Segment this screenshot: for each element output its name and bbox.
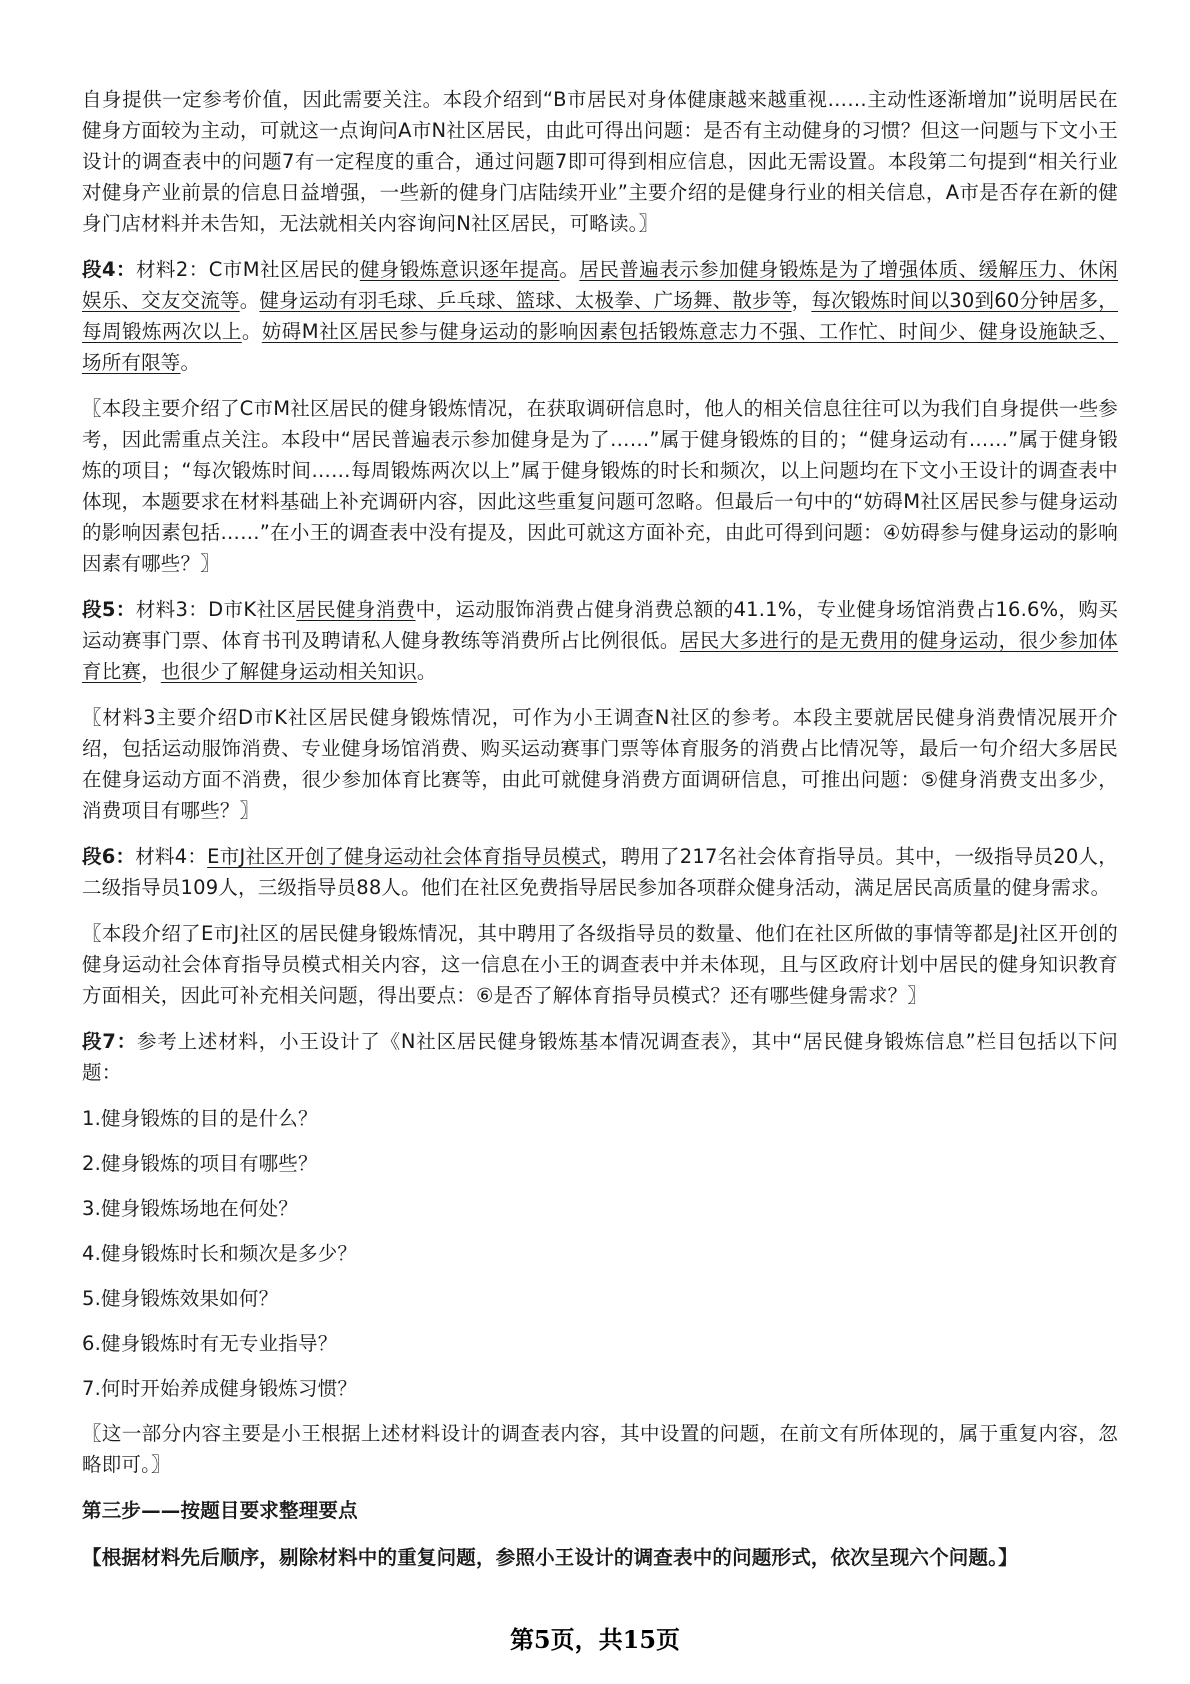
underlined-key-phrase: 每次锻炼时间以30到60分钟居多，每周锻炼两次以上: [82, 289, 1119, 343]
paragraph-section-7: [82, 1026, 1118, 1088]
section-label: 段4：: [82, 258, 136, 281]
underlined-key-phrase: E市J社区开创了健身运动社会体育指导员模式: [207, 845, 601, 868]
underlined-key-phrase: 也很少了解健身运动相关知识: [160, 660, 417, 683]
paragraph-analysis-section-7: 〖这一部分内容主要是小王根据上述材料设计的调查表内容，其中设置的问题，在前文有所体现的，属于重复内容，忽略即可。〗: [82, 1422, 1118, 1476]
list-item: 2.健身锻炼的项目有哪些？: [82, 1152, 318, 1175]
text-run: 参考上述材料，小王设计了《N社区居民健身锻炼基本情况调查表》，其中“居民健身锻炼信息”栏目包括以下问题：: [82, 1030, 1119, 1084]
list-item: 5.健身锻炼效果如何？: [82, 1287, 279, 1310]
text-run: 材料4：: [135, 845, 208, 868]
text-run: ，: [141, 660, 161, 683]
text-run: ，聘用了217名社会体育指导员。其中，一级指导员20人，二级指导员109人，三级指导员88人。他们在社区免费指导居民参加各项群众健身活动，满足居民高质量的健身需求。: [82, 845, 1118, 899]
underlined-key-phrase: 居民健身消费: [296, 598, 416, 621]
underlined-key-phrase: 居民普遍表示参加健身锻炼是为了增强体质、缓解压力、休闲娱乐、交友交流等: [82, 258, 1119, 312]
underlined-key-phrase: 妨碍M社区居民参与健身运动的影响因素包括锻炼意志力不强、工作忙、时间少、健身设施缺乏、场所有限等: [82, 320, 1118, 374]
paragraph-analysis-section-6: 〖本段介绍了E市J社区的居民健身锻炼情况，其中聘用了各级指导员的数量、他们在社区所做的事情等都是J社区开创的健身运动社会体育指导员模式相关内容，这一信息在小王的调查表中并未体现，且与区政府计划中居民的健身知识教育方面相关，因此可补充相关问题，得出要点：⑥是否了解体育指导员模式？还有哪些健身需求？〗: [82, 922, 1118, 1007]
underlined-key-phrase: 健身运动有羽毛球、乒乓球、篮球、太极拳、广场舞、散步等: [259, 289, 792, 312]
paragraph-section-4: [82, 254, 1118, 378]
step-3-heading: 第三步——按题目要求整理要点: [82, 1499, 358, 1522]
list-item: 1.健身锻炼的目的是什么？: [82, 1107, 318, 1130]
underlined-key-phrase: 居民大多进行的是无费用的健身运动，很少参加体育比赛: [82, 629, 1118, 683]
document-body: [82, 84, 1118, 1573]
text-run: 。: [239, 289, 260, 312]
list-item: 7.何时开始养成健身锻炼习惯？: [82, 1377, 358, 1400]
list-item: 4.健身锻炼时长和频次是多少？: [82, 1242, 358, 1265]
paragraph-analysis-section-5: 〖材料3主要介绍D市K社区居民健身锻炼情况，可作为小王调查N社区的参考。本段主要就居民健身消费情况展开介绍，包括运动服饰消费、专业健身场馆消费、购买运动赛事门票等体育服务的消费占比情况等，最后一句介绍大多居民在健身运动方面不消费，很少参加体育比赛等，由此可就健身消费方面调研信息，可推出问题：⑤健身消费支出多少，消费项目有哪些？〗: [82, 706, 1118, 822]
underlined-key-phrase: 健身锻炼意识逐年提高: [359, 258, 560, 281]
text-run: 。: [180, 351, 201, 374]
text-run: 中，运动服饰消费占健身消费总额的41.1%，专业健身场馆消费占16.6%，购买运动赛事门票、体育书刊及聘请私人健身教练等消费所占比例很低。: [82, 598, 1119, 652]
text-run: 。: [241, 320, 262, 343]
paragraph-analysis-section-4: 〖本段主要介绍了C市M社区居民的健身锻炼情况，在获取调研信息时，他人的相关信息往往可以为我们自身提供一些参考，因此需重点关注。本段中“居民普遍表示参加健身是为了……”属于健身锻炼的目的；“健身运动有……”属于健身锻炼的项目；“每次锻炼时间……每周锻炼两次以上”属于健身锻炼的时长和频次，以上问题均在下文小王设计的调查表中体现，本题要求在材料基础上补充调研内容，因此这些重复问题可忽略。但最后一句中的“妨碍M社区居民参与健身运动的影响因素包括……”在小王的调查表中没有提及，因此可就这方面补充，由此可得到问题：④妨碍参与健身运动的影响因素有哪些？〗: [82, 397, 1118, 575]
step-3-instruction: 【根据材料先后顺序，剔除材料中的重复问题，参照小王设计的调查表中的问题形式，依次呈现六个问题。】: [82, 1546, 1018, 1569]
page-number-footer: 第5页，共15页: [509, 1625, 681, 1654]
paragraph-section-5: [82, 594, 1118, 687]
section-label: 段7：: [82, 1030, 137, 1053]
text-run: 材料2：C市M社区居民的: [135, 258, 360, 281]
paragraph-section-6: [82, 841, 1118, 903]
text-run: 。: [559, 258, 580, 281]
text-run: 材料3：D市K社区: [135, 598, 297, 621]
text-run: 。: [416, 660, 437, 683]
list-item: 6.健身锻炼时有无专业指导？: [82, 1332, 338, 1355]
text-run: ，: [791, 289, 812, 312]
section-label: 段5：: [82, 598, 136, 621]
list-item: 3.健身锻炼场地在何处？: [82, 1197, 299, 1220]
section-label: 段6：: [82, 845, 136, 868]
paragraph-analysis-b-city: 自身提供一定参考价值，因此需要关注。本段介绍到“B市居民对身体健康越来越重视……主动性逐渐增加”说明居民在健身方面较为主动，可就这一点询问A市N社区居民，由此可得出问题：是否有主动健身的习惯？但这一问题与下文小王设计的调查表中的问题7有一定程度的重合，通过问题7即可得到相应信息，因此无需设置。本段第二句提到“相关行业对健身产业前景的信息日益增强，一些新的健身门店陆续开业”主要介绍的是健身行业的相关信息，A市是否存在新的健身门店材料并未告知，无法就相关内容询问N社区居民，可略读。〗: [82, 88, 1118, 235]
survey-question-list: [82, 1103, 1118, 1404]
